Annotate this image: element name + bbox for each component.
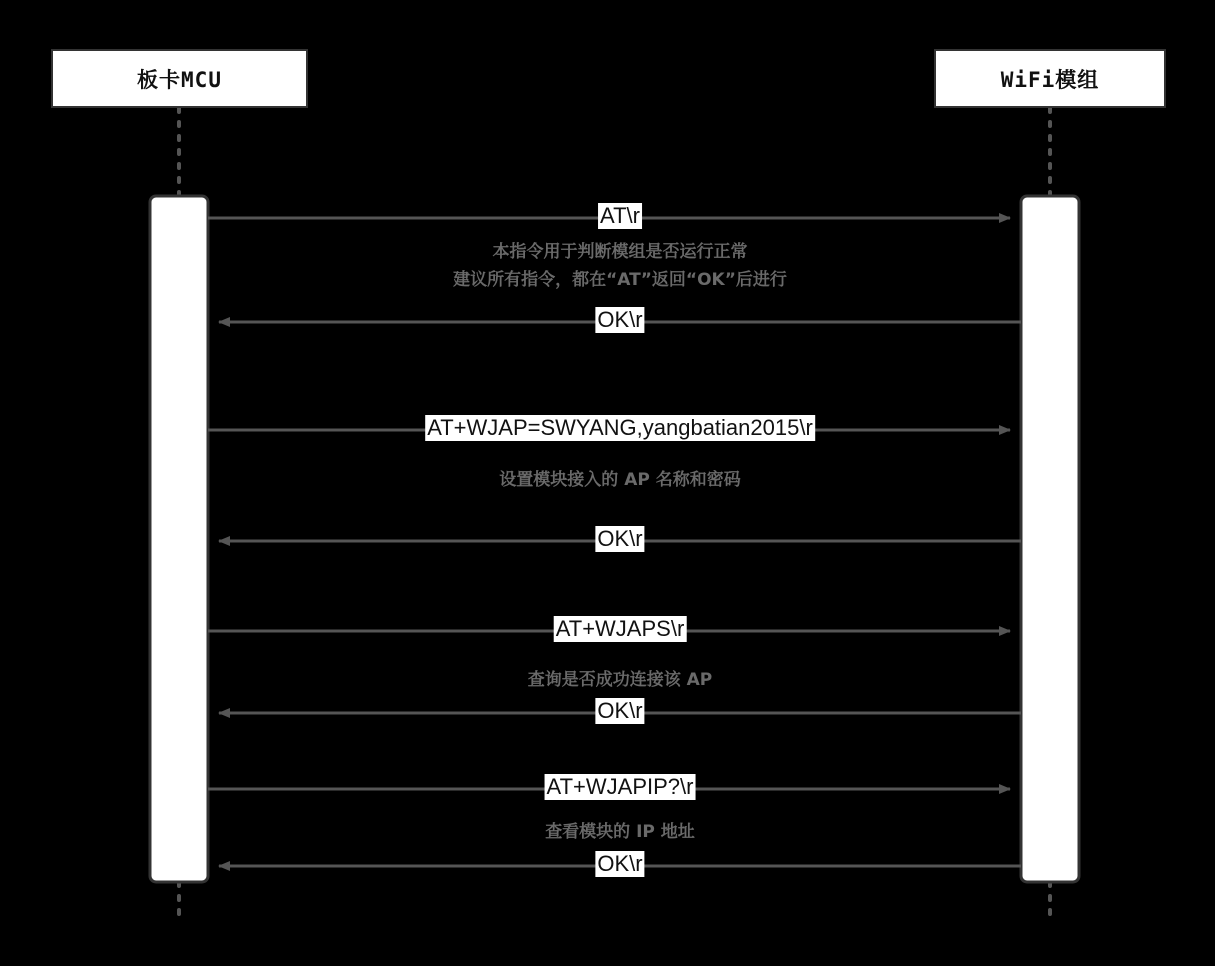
message-label-m2: OK\r	[597, 307, 643, 332]
note-line: 设置模块接入的 AP 名称和密码	[499, 470, 741, 490]
note-n1	[453, 238, 787, 294]
participant-label-wifi: WiFi模组	[1000, 67, 1100, 92]
note-line: 查询是否成功连接该 AP	[527, 670, 713, 690]
note-line: 本指令用于判断模组是否运行正常	[492, 242, 748, 262]
note-line: 建议所有指令，都在“AT”返回“OK”后进行	[453, 270, 787, 290]
note-n2	[499, 466, 740, 494]
message-label-m1: AT\r	[600, 203, 640, 228]
activation-bar-wifi	[1021, 196, 1079, 882]
note-line: 查看模块的 IP 地址	[545, 822, 695, 842]
note-n4	[545, 818, 695, 846]
activation-bar-mcu	[150, 196, 208, 882]
note-n3	[528, 666, 713, 694]
participant-box-wifi	[934, 49, 1166, 108]
participant-box-mcu	[51, 49, 308, 108]
message-label-m8: OK\r	[597, 851, 643, 876]
message-label-m6: OK\r	[597, 698, 643, 723]
message-label-m7: AT+WJAPIP?\r	[546, 774, 694, 799]
message-label-m3: AT+WJAP=SWYANG,yangbatian2015\r	[427, 415, 813, 440]
message-label-m4: OK\r	[597, 526, 643, 551]
participant-label-mcu: 板卡MCU	[137, 67, 222, 92]
message-label-m5: AT+WJAPS\r	[555, 616, 685, 641]
